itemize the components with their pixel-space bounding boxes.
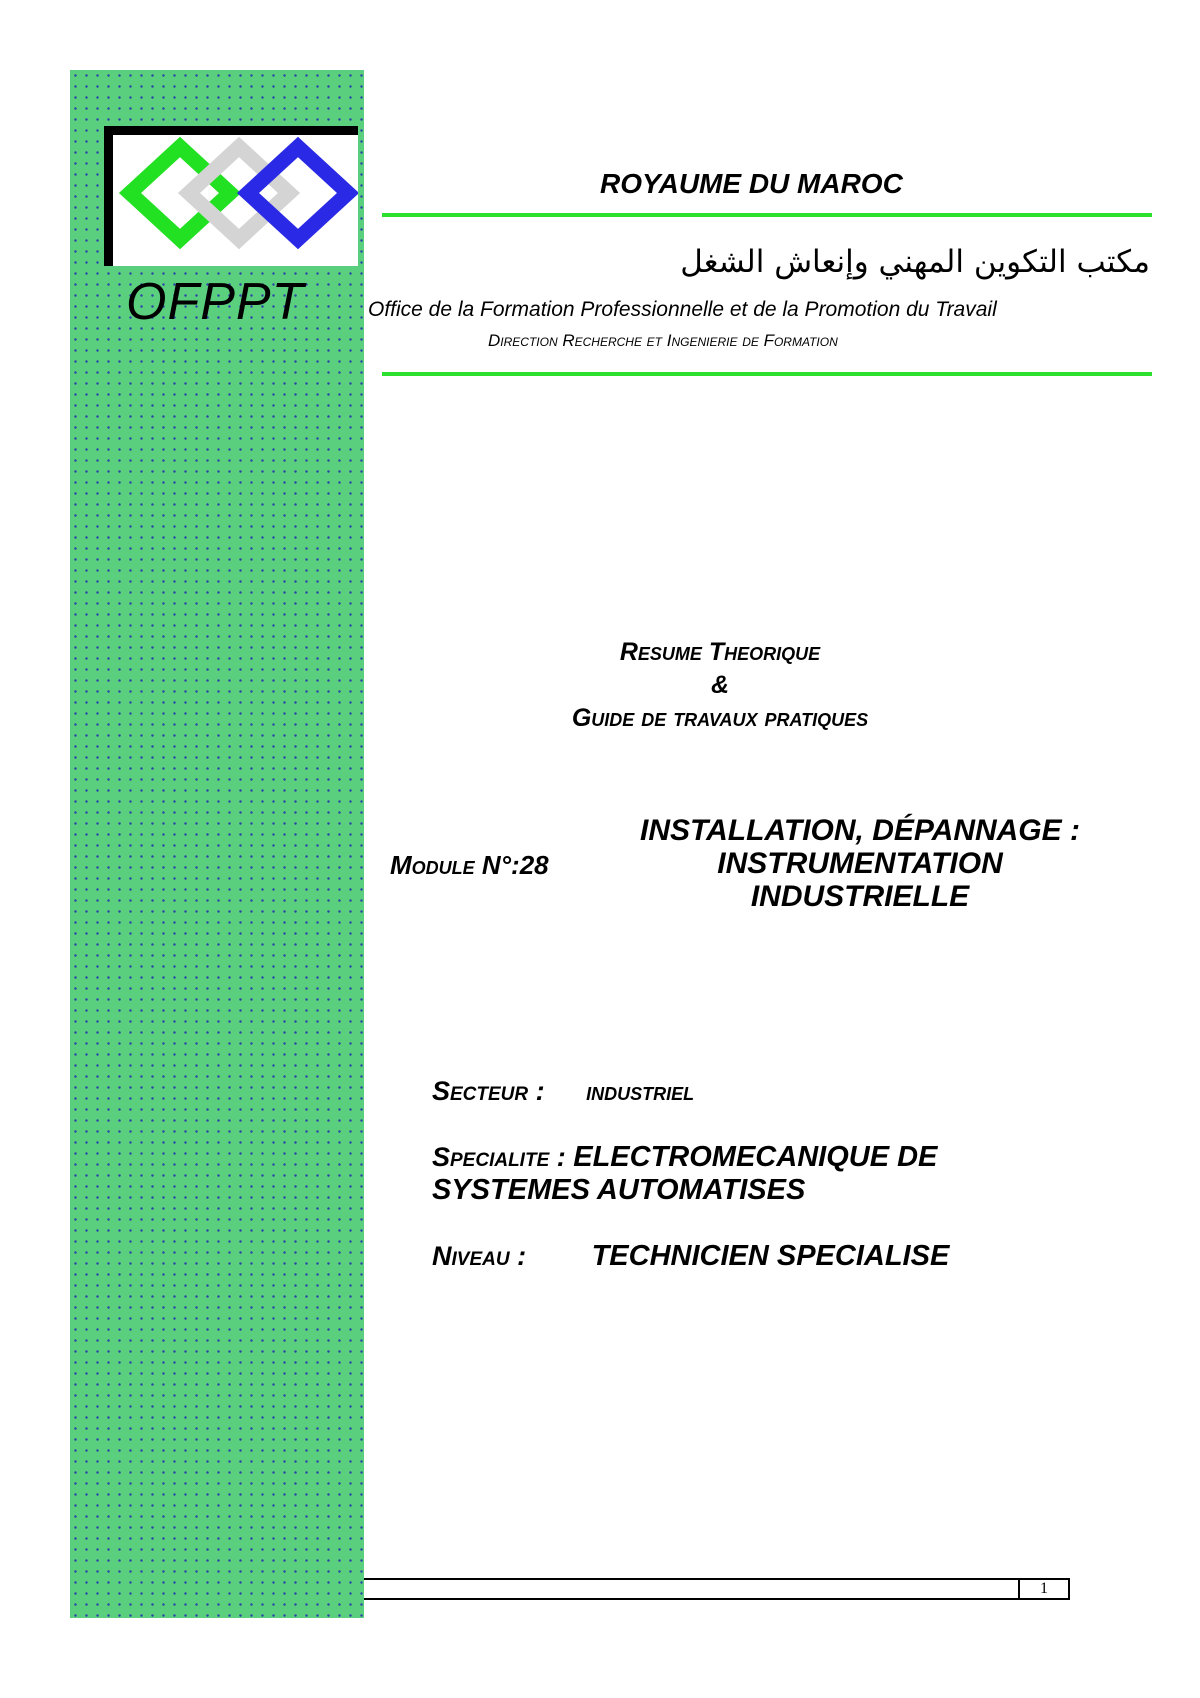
niveau-label: Niveau :	[432, 1241, 527, 1271]
specialite-label: Specialite :	[432, 1142, 566, 1172]
specialite-value-line-2: SYSTEMES AUTOMATISES	[432, 1174, 806, 1206]
niveau-row	[432, 1240, 949, 1273]
module-title-line-3: INDUSTRIELLE	[750, 880, 970, 913]
secteur-label: Secteur :	[432, 1076, 545, 1106]
resume-line-2: Guide de travaux pratiques	[571, 704, 869, 732]
resume-ampersand: &	[710, 671, 730, 699]
secteur-value: industriel	[586, 1078, 695, 1106]
header-rule-top	[382, 213, 1152, 217]
specialite-value-line-1: ELECTROMECANIQUE DE	[573, 1141, 938, 1173]
logo-diamonds-icon	[113, 135, 358, 266]
office-name: Office de la Formation Professionnelle et de la Promotion du Travail	[368, 298, 997, 321]
document-type	[380, 636, 1060, 735]
footer-rule	[364, 1578, 1070, 1600]
module-title-line-1: INSTALLATION, DÉPANNAGE :	[640, 814, 1080, 847]
arabic-office-name: مكتب التكوين المهني وإنعاش الشغل	[680, 244, 1150, 280]
kingdom-heading: ROYAUME DU MAROC	[600, 168, 903, 199]
logo-text: OFPPT	[126, 273, 305, 331]
module-label: Module N°:28	[390, 850, 549, 880]
resume-line-1: Resume Theorique	[619, 638, 821, 666]
niveau-value: TECHNICIEN SPECIALISE	[591, 1240, 950, 1272]
module-title-line-2: INSTRUMENTATION	[717, 847, 1003, 880]
ofppt-logo	[104, 126, 358, 266]
module-title	[610, 814, 1110, 913]
page-number: 1	[1018, 1578, 1070, 1600]
direction-name: Direction Recherche et Ingenierie de Formation	[488, 331, 838, 350]
header-rule-bottom	[382, 372, 1152, 376]
secteur-row	[432, 1076, 694, 1107]
specialite-row	[432, 1141, 937, 1207]
